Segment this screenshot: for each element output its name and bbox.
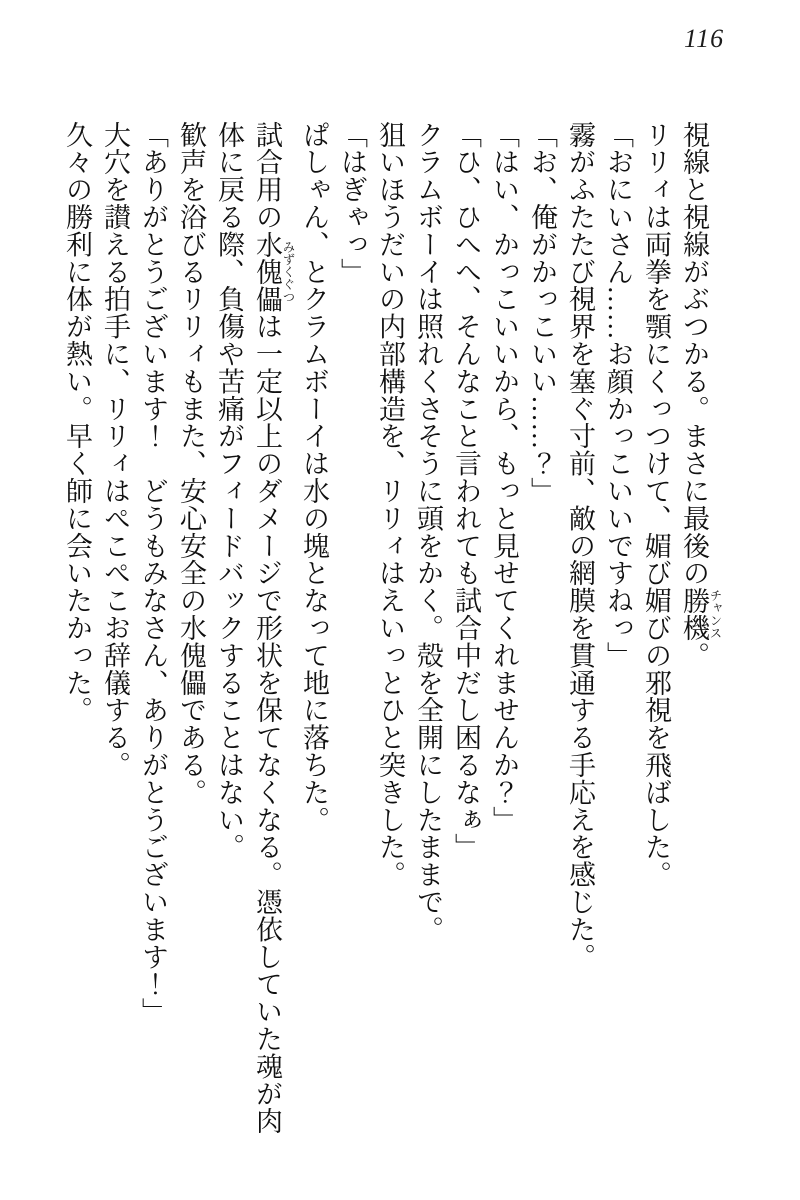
text-block: [58, 121, 722, 1139]
text-segment: 試合用の: [252, 121, 282, 231]
text-line: [485, 121, 523, 1139]
ruby-base: 水傀儡: [252, 230, 282, 313]
ruby-base: 勝機: [679, 586, 709, 642]
page-number: 116: [684, 24, 725, 53]
text-line: [172, 121, 210, 1139]
text-segment: 「ひ、ひへへ、そんなこと言われても試合中だし困るなぁ」: [451, 121, 481, 861]
ruby-reading: みずくぐつ: [281, 230, 295, 313]
text-segment: 歓声を浴びるリリィもまた、安心安全の水傀儡である。: [176, 121, 206, 806]
text-line: [447, 121, 485, 1139]
text-segment: 。: [679, 641, 709, 670]
text-line: [637, 121, 675, 1139]
text-segment: 「おにいさん……お顔かっこいいですねっ」: [603, 121, 633, 669]
text-segment: は一定以上のダメージで形状を保てなくなる。憑依していた魂が肉: [252, 312, 282, 1135]
text-segment: 大穴を讃える拍手に、リリィはぺこぺこお辞儀する。: [100, 121, 130, 779]
text-segment: 久々の勝利に体が熱い。早く師に会いたかった。: [62, 121, 92, 724]
text-segment: クラムボーイは照れくさそうに頭をかく。殻を全開にしたままで。: [413, 121, 443, 943]
text-line: [210, 121, 248, 1139]
text-line: [134, 121, 172, 1139]
text-line: [96, 121, 134, 1139]
text-line: [58, 121, 96, 1139]
text-line: [599, 121, 637, 1139]
ruby-annotated-word: [252, 230, 295, 313]
text-line: [409, 121, 447, 1139]
text-segment: 視線と視線がぶつかる。まさに最後の: [679, 121, 709, 587]
text-line: [248, 121, 295, 1139]
text-segment: 「はい、かっこいいから、もっと見せてくれませんか？」: [489, 121, 519, 834]
ruby-annotated-word: [679, 586, 722, 642]
text-line: [523, 121, 561, 1139]
text-segment: リリィは両拳を顎にくっつけて、媚び媚びの邪視を飛ばした。: [641, 121, 671, 889]
text-segment: 狙いほうだいの内部構造を、リリィはえいっとひと突きした。: [375, 121, 405, 889]
ruby-reading: チャンス: [708, 586, 722, 642]
text-line: [675, 121, 722, 1139]
text-line: [371, 121, 409, 1139]
text-line: [333, 121, 371, 1139]
text-segment: 体に戻る際、負傷や苦痛がフィードバックすることはない。: [214, 121, 244, 861]
text-line: [561, 121, 599, 1139]
text-segment: 「ありがとうございます！ どうもみなさん、ありがとうございます！」: [138, 121, 168, 1026]
text-segment: 「はぎゃっ」: [337, 121, 367, 286]
text-segment: 「お、俺がかっこいい……？」: [527, 121, 557, 505]
text-line: [295, 121, 333, 1139]
text-segment: ぱしゃん、とクラムボーイは水の塊となって地に落ちた。: [299, 121, 329, 834]
text-segment: 霧がふたたび視界を塞ぐ寸前、敵の網膜を貫通する手応えを感じた。: [565, 121, 595, 971]
